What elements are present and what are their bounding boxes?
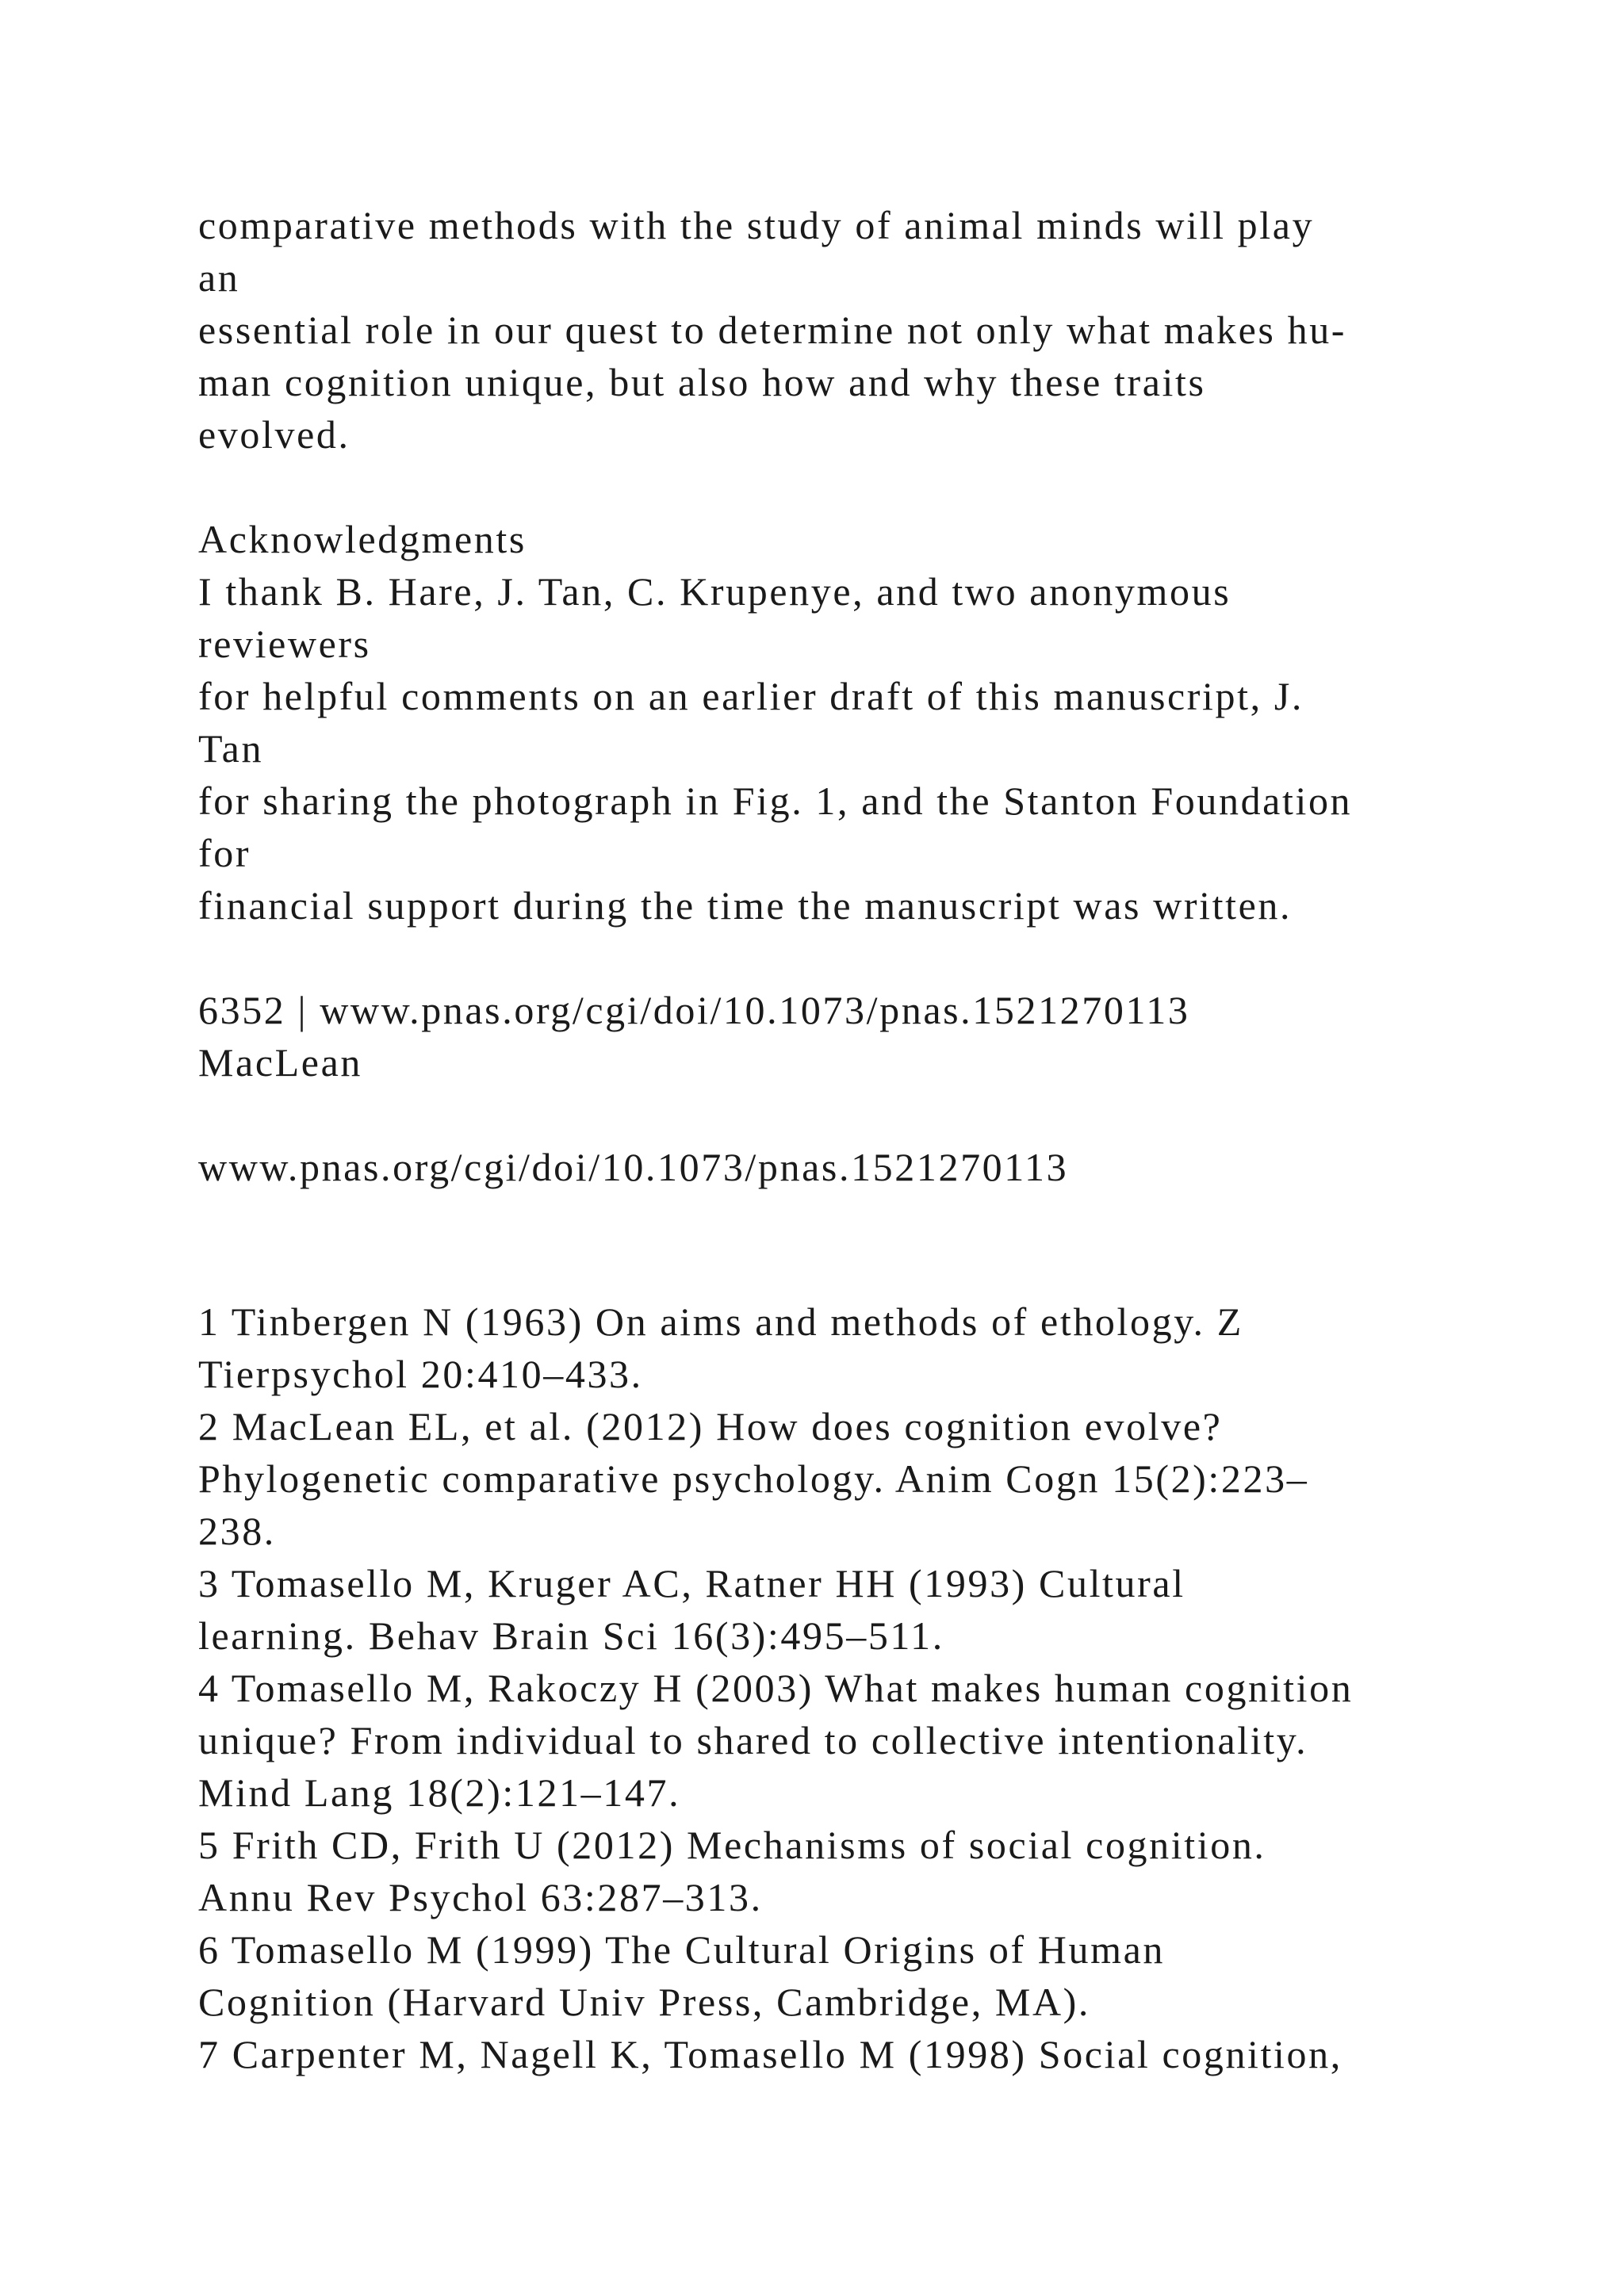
reference-line: Tierpsychol 20:410–433. bbox=[198, 1352, 643, 1396]
author-name: MacLean bbox=[198, 1040, 362, 1085]
reference-line: learning. Behav Brain Sci 16(3):495–511. bbox=[198, 1613, 944, 1658]
reference-line: 4 Tomasello M, Rakoczy H (2003) What makes human cognition bbox=[198, 1666, 1354, 1710]
acknowledgments-line: for sharing the photograph in Fig. 1, and the Stanton Foundation bbox=[198, 779, 1353, 823]
reference-line: Phylogenetic comparative psychology. Anim Cogn 15(2):223– bbox=[198, 1456, 1309, 1501]
acknowledgments-heading: Acknowledgments bbox=[198, 517, 527, 561]
acknowledgments-line: for bbox=[198, 831, 251, 875]
body-text-line: an bbox=[198, 255, 240, 300]
body-text-line: evolved. bbox=[198, 412, 350, 457]
body-text-line: man cognition unique, but also how and why these traits bbox=[198, 360, 1206, 404]
doi-link[interactable]: www.pnas.org/cgi/doi/10.1073/pnas.1521270113 bbox=[198, 1145, 1069, 1189]
acknowledgments-line: for helpful comments on an earlier draft of this manuscript, J. bbox=[198, 674, 1304, 718]
body-text-line: comparative methods with the study of animal minds will play bbox=[198, 203, 1315, 247]
body-text-line: essential role in our quest to determine not only what makes hu- bbox=[198, 308, 1347, 352]
acknowledgments-line: I thank B. Hare, J. Tan, C. Krupenye, and two anonymous bbox=[198, 569, 1231, 614]
reference-line: 6 Tomasello M (1999) The Cultural Origins of Human bbox=[198, 1927, 1165, 1972]
acknowledgments-line: reviewers bbox=[198, 622, 371, 666]
acknowledgments-line: Tan bbox=[198, 726, 264, 771]
acknowledgments-line: financial support during the time the manuscript was written. bbox=[198, 883, 1293, 928]
reference-line: Cognition (Harvard Univ Press, Cambridge, MA). bbox=[198, 1980, 1091, 2024]
reference-line: Annu Rev Psychol 63:287–313. bbox=[198, 1875, 763, 1919]
reference-line: 7 Carpenter M, Nagell K, Tomasello M (1998) Social cognition, bbox=[198, 2032, 1342, 2076]
reference-line: unique? From individual to shared to collective intentionality. bbox=[198, 1718, 1308, 1762]
reference-line: 2 MacLean EL, et al. (2012) How does cognition evolve? bbox=[198, 1404, 1223, 1448]
reference-line: 238. bbox=[198, 1509, 276, 1553]
page-doi-line: 6352 | www.pnas.org/cgi/doi/10.1073/pnas.1521270113 bbox=[198, 988, 1190, 1032]
reference-line: 3 Tomasello M, Kruger AC, Ratner HH (1993) Cultural bbox=[198, 1561, 1185, 1605]
reference-line: Mind Lang 18(2):121–147. bbox=[198, 1770, 681, 1815]
reference-line: 1 Tinbergen N (1963) On aims and methods of ethology. Z bbox=[198, 1299, 1243, 1344]
reference-line: 5 Frith CD, Frith U (2012) Mechanisms of social cognition. bbox=[198, 1823, 1266, 1867]
